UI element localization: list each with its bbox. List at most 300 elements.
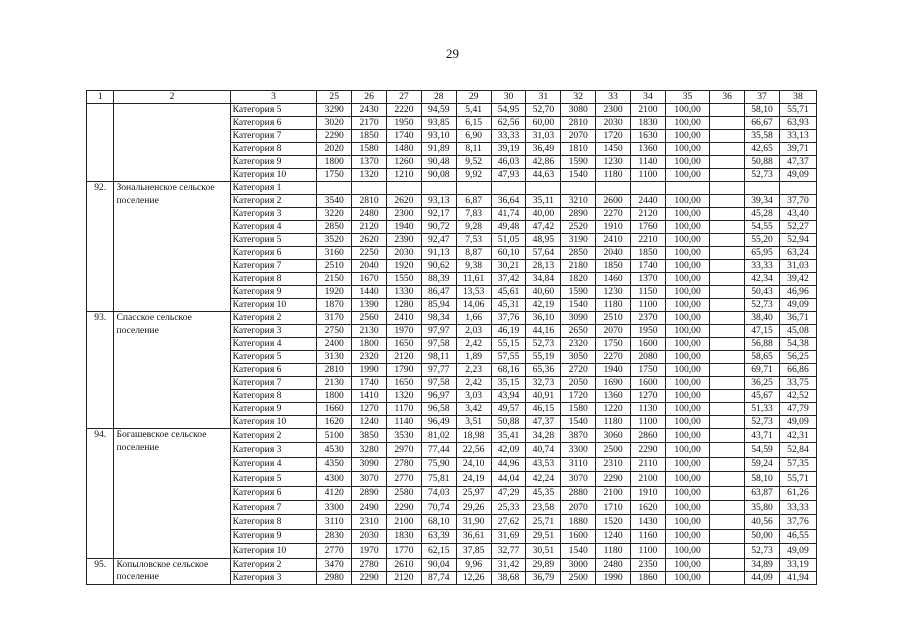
value-cell: 31,69: [491, 529, 526, 543]
value-cell: 100,00: [665, 195, 709, 208]
value-cell: 100,00: [665, 312, 709, 325]
value-cell: 42,19: [526, 299, 561, 312]
value-cell: 60,10: [491, 247, 526, 260]
value-cell: 57,35: [779, 457, 816, 471]
value-cell: 35,80: [745, 500, 780, 514]
row-number-cell: 92.: [87, 182, 114, 312]
value-cell: 2610: [387, 558, 422, 571]
value-cell: 100,00: [665, 130, 709, 143]
value-cell: 2810: [317, 364, 352, 377]
value-cell: 1540: [561, 416, 596, 429]
value-cell: 31,03: [526, 130, 561, 143]
value-cell: 75,90: [421, 457, 456, 471]
value-cell: 50,43: [745, 286, 780, 299]
value-cell: 47,37: [526, 416, 561, 429]
value-cell: 36,10: [526, 312, 561, 325]
value-cell: 58,65: [745, 351, 780, 364]
value-cell: 2430: [352, 104, 387, 117]
value-cell: 100,00: [665, 558, 709, 571]
value-cell: 100,00: [665, 390, 709, 403]
value-cell: 11,61: [456, 273, 491, 286]
value-cell: 1940: [596, 364, 631, 377]
value-cell: 2440: [631, 195, 666, 208]
value-cell: 1710: [596, 500, 631, 514]
value-cell: 1800: [317, 390, 352, 403]
value-cell: 3870: [561, 429, 596, 443]
value-cell: 2830: [317, 529, 352, 543]
value-cell: 96,58: [421, 403, 456, 416]
value-cell: 33,33: [779, 500, 816, 514]
value-cell: 2040: [596, 247, 631, 260]
value-cell: 1620: [631, 500, 666, 514]
value-cell: 88,39: [421, 273, 456, 286]
value-cell: 1590: [561, 156, 596, 169]
value-cell: 47,42: [526, 221, 561, 234]
value-cell: 100,00: [665, 221, 709, 234]
value-cell: 30,21: [491, 260, 526, 273]
value-cell: 1140: [387, 416, 422, 429]
value-cell: 3,51: [456, 416, 491, 429]
value-cell: 44,04: [491, 472, 526, 486]
category-cell: Категория 6: [230, 247, 317, 260]
value-cell: 34,89: [745, 558, 780, 571]
value-cell: 100,00: [665, 234, 709, 247]
value-cell: 41,74: [491, 208, 526, 221]
value-cell: 54,95: [491, 104, 526, 117]
value-cell: 49,57: [491, 403, 526, 416]
value-cell: 3090: [561, 312, 596, 325]
value-cell: 1600: [631, 338, 666, 351]
value-cell: 100,00: [665, 500, 709, 514]
value-cell: 100,00: [665, 472, 709, 486]
value-cell: 100,00: [665, 169, 709, 182]
value-cell: 32,73: [526, 377, 561, 390]
value-cell: 93,85: [421, 117, 456, 130]
category-cell: Категория 7: [230, 260, 317, 273]
value-cell: 14,06: [456, 299, 491, 312]
header-cell: 1: [87, 91, 114, 104]
value-cell: 1870: [317, 299, 352, 312]
value-cell: 100,00: [665, 486, 709, 500]
value-cell: [710, 273, 745, 286]
value-cell: 42,31: [779, 429, 816, 443]
value-cell: [317, 182, 352, 195]
value-cell: 49,09: [779, 416, 816, 429]
value-cell: [352, 182, 387, 195]
value-cell: 2120: [387, 571, 422, 584]
value-cell: 1410: [352, 390, 387, 403]
category-cell: Категория 2: [230, 312, 317, 325]
value-cell: 62,15: [421, 544, 456, 558]
value-cell: 57,55: [491, 351, 526, 364]
value-cell: 1360: [596, 390, 631, 403]
value-cell: 2500: [596, 443, 631, 457]
value-cell: 93,13: [421, 195, 456, 208]
value-cell: 100,00: [665, 325, 709, 338]
value-cell: 33,33: [745, 260, 780, 273]
value-cell: 66,67: [745, 117, 780, 130]
value-cell: 2410: [387, 312, 422, 325]
value-cell: 29,89: [526, 558, 561, 571]
value-cell: 100,00: [665, 429, 709, 443]
value-cell: 1320: [387, 390, 422, 403]
value-cell: 100,00: [665, 403, 709, 416]
value-cell: 63,93: [779, 117, 816, 130]
table-row: [87, 104, 817, 117]
value-cell: 52,73: [526, 338, 561, 351]
category-cell: Категория 9: [230, 286, 317, 299]
value-cell: [710, 338, 745, 351]
table-row: [87, 558, 817, 571]
value-cell: 36,79: [526, 571, 561, 584]
value-cell: 2210: [631, 234, 666, 247]
value-cell: 55,71: [779, 472, 816, 486]
value-cell: 2880: [561, 486, 596, 500]
value-cell: 56,88: [745, 338, 780, 351]
value-cell: 52,73: [745, 544, 780, 558]
value-cell: 3300: [561, 443, 596, 457]
value-cell: 1440: [352, 286, 387, 299]
category-cell: Категория 5: [230, 351, 317, 364]
value-cell: 3850: [352, 429, 387, 443]
value-cell: 1270: [631, 390, 666, 403]
value-cell: 3160: [317, 247, 352, 260]
value-cell: 4350: [317, 457, 352, 471]
value-cell: 3190: [561, 234, 596, 247]
value-cell: 2370: [631, 312, 666, 325]
value-cell: 36,49: [526, 143, 561, 156]
value-cell: 2850: [317, 221, 352, 234]
value-cell: 36,25: [745, 377, 780, 390]
value-cell: 1180: [596, 544, 631, 558]
value-cell: 47,93: [491, 169, 526, 182]
value-cell: [710, 403, 745, 416]
value-cell: 2170: [352, 117, 387, 130]
header-cell: 3: [230, 91, 317, 104]
value-cell: 3060: [596, 429, 631, 443]
value-cell: [710, 500, 745, 514]
value-cell: 92,17: [421, 208, 456, 221]
value-cell: 2650: [561, 325, 596, 338]
value-cell: 2980: [317, 571, 352, 584]
value-cell: 3210: [561, 195, 596, 208]
value-cell: 1260: [387, 156, 422, 169]
value-cell: 2040: [352, 260, 387, 273]
value-cell: 46,19: [491, 325, 526, 338]
value-cell: 59,24: [745, 457, 780, 471]
value-cell: 33,19: [779, 558, 816, 571]
value-cell: [596, 182, 631, 195]
settlement-name-cell: Зональненское сельское поселение: [114, 182, 230, 312]
value-cell: 1600: [561, 529, 596, 543]
category-cell: Категория 9: [230, 403, 317, 416]
value-cell: 55,19: [526, 351, 561, 364]
value-cell: [710, 457, 745, 471]
value-cell: 3,42: [456, 403, 491, 416]
category-cell: Категория 4: [230, 457, 317, 471]
category-cell: Категория 10: [230, 169, 317, 182]
value-cell: 58,10: [745, 472, 780, 486]
value-cell: 25,33: [491, 500, 526, 514]
value-cell: 56,25: [779, 351, 816, 364]
value-cell: 1140: [631, 156, 666, 169]
value-cell: 2770: [317, 544, 352, 558]
value-cell: 1820: [561, 273, 596, 286]
value-cell: 2080: [631, 351, 666, 364]
value-cell: 2320: [352, 351, 387, 364]
value-cell: 45,67: [745, 390, 780, 403]
value-cell: 1650: [387, 377, 422, 390]
value-cell: [710, 221, 745, 234]
value-cell: 47,15: [745, 325, 780, 338]
value-cell: 2290: [596, 472, 631, 486]
value-cell: 9,28: [456, 221, 491, 234]
value-cell: [710, 416, 745, 429]
value-cell: 1760: [631, 221, 666, 234]
value-cell: 86,47: [421, 286, 456, 299]
value-cell: 2750: [317, 325, 352, 338]
value-cell: 39,34: [745, 195, 780, 208]
value-cell: 2400: [317, 338, 352, 351]
value-cell: 1220: [596, 403, 631, 416]
value-cell: 90,48: [421, 156, 456, 169]
value-cell: 96,49: [421, 416, 456, 429]
value-cell: 3070: [352, 472, 387, 486]
value-cell: 52,73: [745, 169, 780, 182]
value-cell: [526, 182, 561, 195]
value-cell: 1520: [596, 515, 631, 529]
value-cell: 1540: [561, 299, 596, 312]
value-cell: [710, 312, 745, 325]
value-cell: 45,08: [779, 325, 816, 338]
value-cell: 37,76: [491, 312, 526, 325]
value-cell: [421, 182, 456, 195]
value-cell: 68,16: [491, 364, 526, 377]
value-cell: 100,00: [665, 143, 709, 156]
value-cell: 2270: [596, 208, 631, 221]
value-cell: 2100: [596, 486, 631, 500]
value-cell: 55,71: [779, 104, 816, 117]
value-cell: 2120: [352, 221, 387, 234]
value-cell: [710, 117, 745, 130]
value-cell: 42,24: [526, 472, 561, 486]
value-cell: 49,09: [779, 544, 816, 558]
value-cell: 93,10: [421, 130, 456, 143]
value-cell: 49,09: [779, 169, 816, 182]
value-cell: 2620: [387, 195, 422, 208]
value-cell: 3300: [317, 500, 352, 514]
value-cell: 2130: [317, 377, 352, 390]
value-cell: 55,20: [745, 234, 780, 247]
value-cell: 1630: [631, 130, 666, 143]
value-cell: 3170: [317, 312, 352, 325]
category-cell: Категория 7: [230, 130, 317, 143]
category-cell: Категория 8: [230, 143, 317, 156]
value-cell: 2030: [387, 247, 422, 260]
value-cell: 31,42: [491, 558, 526, 571]
value-cell: 2030: [352, 529, 387, 543]
category-cell: Категория 6: [230, 364, 317, 377]
value-cell: 3470: [317, 558, 352, 571]
value-cell: 37,70: [779, 195, 816, 208]
value-cell: 3110: [561, 457, 596, 471]
value-cell: 2070: [561, 500, 596, 514]
value-cell: 37,42: [491, 273, 526, 286]
value-cell: 1580: [352, 143, 387, 156]
value-cell: 33,13: [779, 130, 816, 143]
value-cell: 4120: [317, 486, 352, 500]
value-cell: 3080: [561, 104, 596, 117]
value-cell: 32,77: [491, 544, 526, 558]
value-cell: 98,11: [421, 351, 456, 364]
value-cell: 2580: [387, 486, 422, 500]
value-cell: 2100: [631, 104, 666, 117]
table-row: [87, 312, 817, 325]
value-cell: 50,00: [745, 529, 780, 543]
category-cell: Категория 3: [230, 443, 317, 457]
value-cell: 100,00: [665, 571, 709, 584]
value-cell: 1800: [352, 338, 387, 351]
value-cell: 1810: [561, 143, 596, 156]
value-cell: 47,29: [491, 486, 526, 500]
page-number: 29: [446, 46, 459, 61]
value-cell: 90,72: [421, 221, 456, 234]
value-cell: 1460: [596, 273, 631, 286]
value-cell: 100,00: [665, 515, 709, 529]
value-cell: 1950: [387, 117, 422, 130]
value-cell: 100,00: [665, 416, 709, 429]
value-cell: 66,86: [779, 364, 816, 377]
category-cell: Категория 1: [230, 182, 317, 195]
value-cell: 100,00: [665, 351, 709, 364]
value-cell: 46,55: [779, 529, 816, 543]
value-cell: 1100: [631, 544, 666, 558]
category-cell: Категория 5: [230, 104, 317, 117]
category-cell: Категория 8: [230, 390, 317, 403]
value-cell: 100,00: [665, 377, 709, 390]
value-cell: 33,33: [491, 130, 526, 143]
value-cell: 2860: [631, 429, 666, 443]
value-cell: 2300: [596, 104, 631, 117]
value-cell: 1540: [561, 169, 596, 182]
header-row: [87, 91, 817, 104]
value-cell: 2810: [561, 117, 596, 130]
value-cell: 35,15: [491, 377, 526, 390]
value-cell: 45,28: [745, 208, 780, 221]
value-cell: 33,75: [779, 377, 816, 390]
value-cell: 1740: [352, 377, 387, 390]
value-cell: 43,53: [526, 457, 561, 471]
value-cell: 44,96: [491, 457, 526, 471]
value-cell: 1940: [387, 221, 422, 234]
value-cell: 90,08: [421, 169, 456, 182]
value-cell: 1740: [387, 130, 422, 143]
value-cell: [387, 182, 422, 195]
value-cell: 2250: [352, 247, 387, 260]
value-cell: 44,63: [526, 169, 561, 182]
value-cell: 1670: [352, 273, 387, 286]
value-cell: 100,00: [665, 338, 709, 351]
value-cell: 85,94: [421, 299, 456, 312]
value-cell: [710, 156, 745, 169]
value-cell: 24,10: [456, 457, 491, 471]
value-cell: 22,56: [456, 443, 491, 457]
value-cell: 1180: [596, 169, 631, 182]
value-cell: [710, 260, 745, 273]
header-cell: 30: [491, 91, 526, 104]
value-cell: 4530: [317, 443, 352, 457]
value-cell: 46,96: [779, 286, 816, 299]
value-cell: 38,68: [491, 571, 526, 584]
value-cell: 1160: [631, 529, 666, 543]
table-row: [87, 182, 817, 195]
value-cell: 2320: [561, 338, 596, 351]
value-cell: 2480: [352, 208, 387, 221]
value-cell: 43,40: [779, 208, 816, 221]
row-number-cell: 95.: [87, 558, 114, 584]
value-cell: 2390: [387, 234, 422, 247]
value-cell: 1800: [317, 156, 352, 169]
value-cell: 38,40: [745, 312, 780, 325]
value-cell: 50,88: [491, 416, 526, 429]
value-cell: 75,81: [421, 472, 456, 486]
value-cell: 1230: [596, 156, 631, 169]
data-table: [86, 90, 817, 585]
value-cell: 1550: [387, 273, 422, 286]
value-cell: 43,71: [745, 429, 780, 443]
value-cell: 2120: [387, 351, 422, 364]
value-cell: 100,00: [665, 286, 709, 299]
table-body: [87, 91, 817, 585]
value-cell: 46,15: [526, 403, 561, 416]
value-cell: 2290: [387, 500, 422, 514]
value-cell: 1660: [317, 403, 352, 416]
header-cell: 27: [387, 91, 422, 104]
header-cell: 29: [456, 91, 491, 104]
value-cell: 39,19: [491, 143, 526, 156]
value-cell: 50,88: [745, 156, 780, 169]
value-cell: 1390: [352, 299, 387, 312]
value-cell: 1230: [596, 286, 631, 299]
value-cell: 2050: [561, 377, 596, 390]
header-cell: 32: [561, 91, 596, 104]
value-cell: 65,36: [526, 364, 561, 377]
value-cell: 70,74: [421, 500, 456, 514]
value-cell: 57,64: [526, 247, 561, 260]
value-cell: 44,09: [745, 571, 780, 584]
value-cell: 1770: [387, 544, 422, 558]
value-cell: [710, 429, 745, 443]
value-cell: 40,00: [526, 208, 561, 221]
value-cell: 34,84: [526, 273, 561, 286]
value-cell: 77,44: [421, 443, 456, 457]
value-cell: 1240: [596, 529, 631, 543]
value-cell: [710, 299, 745, 312]
value-cell: 2,42: [456, 338, 491, 351]
value-cell: 97,58: [421, 377, 456, 390]
header-cell: 34: [631, 91, 666, 104]
value-cell: 1180: [596, 416, 631, 429]
value-cell: 52,73: [745, 416, 780, 429]
value-cell: 100,00: [665, 544, 709, 558]
value-cell: 1880: [561, 515, 596, 529]
value-cell: 3530: [387, 429, 422, 443]
value-cell: 2600: [596, 195, 631, 208]
value-cell: 9,96: [456, 558, 491, 571]
value-cell: 35,58: [745, 130, 780, 143]
value-cell: 43,94: [491, 390, 526, 403]
value-cell: 41,94: [779, 571, 816, 584]
